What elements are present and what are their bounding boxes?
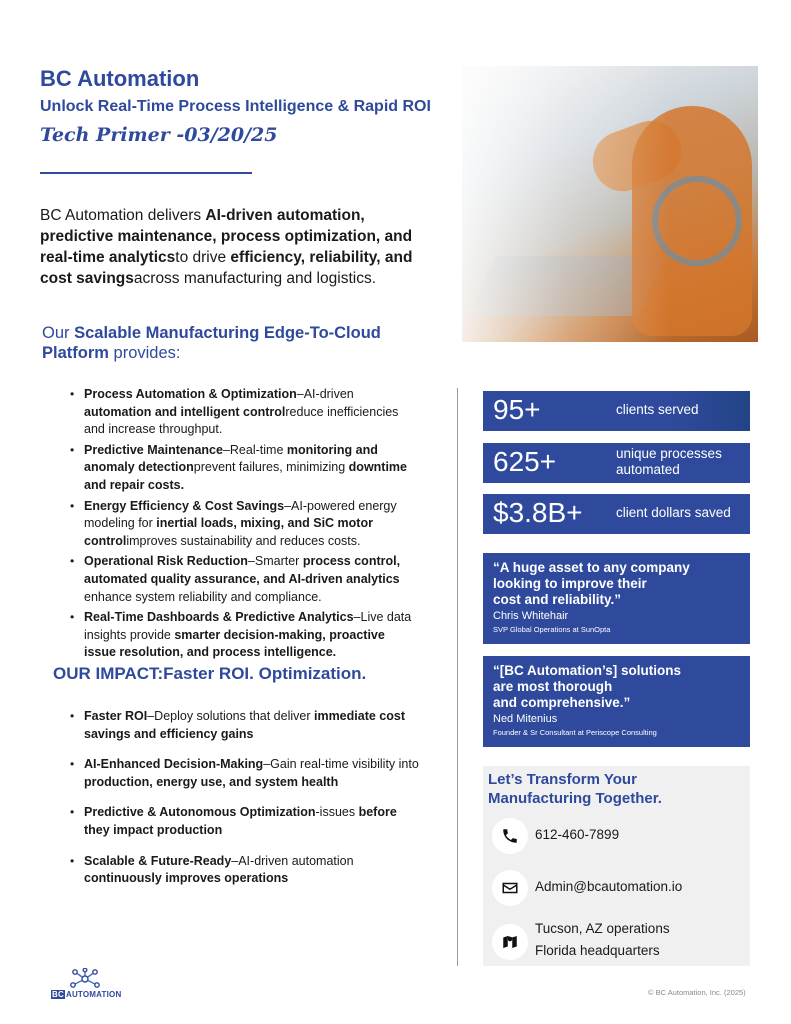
- title-divider: [40, 172, 252, 174]
- stat-dollars-saved: [483, 494, 750, 534]
- envelope-icon: [492, 870, 528, 906]
- list-item: • AI-Enhanced Decision-Making–Gain real-time visibility into production, energy use, and system health: [84, 756, 424, 791]
- contact-location-2: Florida headquarters: [535, 943, 660, 958]
- list-item: • Predictive & Autonomous Optimization-issues before they impact production: [84, 804, 424, 839]
- list-item: • Operational Risk Reduction–Smarter process control, automated quality assurance, and AI-driven analytics enhance system reliability and compliance.: [84, 553, 414, 606]
- list-item: • Energy Efficiency & Cost Savings–AI-powered energy modeling for inertial loads, mixing, and SiC motor controlimproves sustainability and reduces costs.: [84, 498, 414, 551]
- list-item: • Real-Time Dashboards & Predictive Analytics–Live data insights provide smarter decision-making, proactive issue resolution, and process intelligence.: [84, 609, 414, 662]
- testimonial-text: “[BC Automation’s] solutions are most thorough and comprehensive.”: [493, 663, 681, 710]
- contact-heading: Let’s Transform Your Manufacturing Together.: [488, 771, 662, 807]
- logo-network-icon: [65, 968, 105, 990]
- map-icon: [492, 924, 528, 960]
- intro-paragraph: BC Automation delivers AI-driven automation, predictive maintenance, process optimization, and real-time analyticsto drive efficiency, reliability, and cost savingsacross manufacturing and logistics.: [40, 207, 413, 287]
- testimonial-role: Founder & Sr Consultant at Periscope Consulting: [493, 728, 657, 737]
- testimonial-author: Chris Whitehair: [493, 610, 569, 622]
- contact-panel: [483, 766, 750, 966]
- tagline: Unlock Real-Time Process Intelligence & Rapid ROI: [40, 98, 431, 115]
- stat-clients-served: [483, 391, 750, 431]
- impact-list: [84, 708, 424, 901]
- column-divider: [457, 388, 458, 966]
- contact-email[interactable]: Admin@bcautomation.io: [535, 879, 683, 894]
- stat-label: client dollars saved: [616, 505, 731, 520]
- list-item: • Scalable & Future-Ready–AI-driven automation continuously improves operations: [84, 853, 424, 888]
- stat-value: $3.8B+: [493, 497, 583, 528]
- contact-location-1: Tucson, AZ operations: [535, 921, 670, 936]
- list-item: • Process Automation & Optimization–AI-driven automation and intelligent controlreduce inefficiencies and increase throughput.: [84, 386, 414, 439]
- list-item: • Predictive Maintenance–Real-time monitoring and anomaly detectionprevent failures, minimizing downtime and repair costs.: [84, 442, 414, 495]
- testimonial-card: [483, 553, 750, 644]
- testimonial-author: Ned Mitenius: [493, 713, 558, 725]
- testimonial-text: “A huge asset to any company looking to improve their cost and reliability.”: [493, 560, 690, 607]
- logo-wordmark: AUTOMATION: [65, 990, 122, 999]
- stat-label: clients served: [616, 402, 699, 417]
- stat-value: 625+: [493, 446, 557, 477]
- copyright-text: © BC Automation, Inc. (2025): [648, 988, 746, 997]
- platform-feature-list: [84, 386, 414, 665]
- hero-robot-image: [462, 66, 758, 342]
- logo-bc-mark: BC: [52, 990, 64, 999]
- stat-processes-automated: [483, 443, 750, 483]
- stat-value: 95+: [493, 394, 541, 425]
- company-title: BC Automation: [40, 66, 200, 91]
- contact-phone[interactable]: 612-460-7899: [535, 827, 620, 842]
- phone-icon: [492, 818, 528, 854]
- testimonial-card: [483, 656, 750, 747]
- list-item: • Faster ROI–Deploy solutions that deliver immediate cost savings and efficiency gains: [84, 708, 424, 743]
- impact-heading: OUR IMPACT:Faster ROI. Optimization.: [53, 664, 367, 683]
- tech-primer-date: Tech Primer -03/20/25: [40, 124, 278, 146]
- platform-heading: Our Scalable Manufacturing Edge-To-Cloud Platform provides:: [42, 324, 381, 362]
- company-logo: [51, 968, 121, 1002]
- testimonial-role: SVP Global Operations at SunOpta: [493, 625, 611, 634]
- stat-label: unique processes automated: [616, 446, 722, 477]
